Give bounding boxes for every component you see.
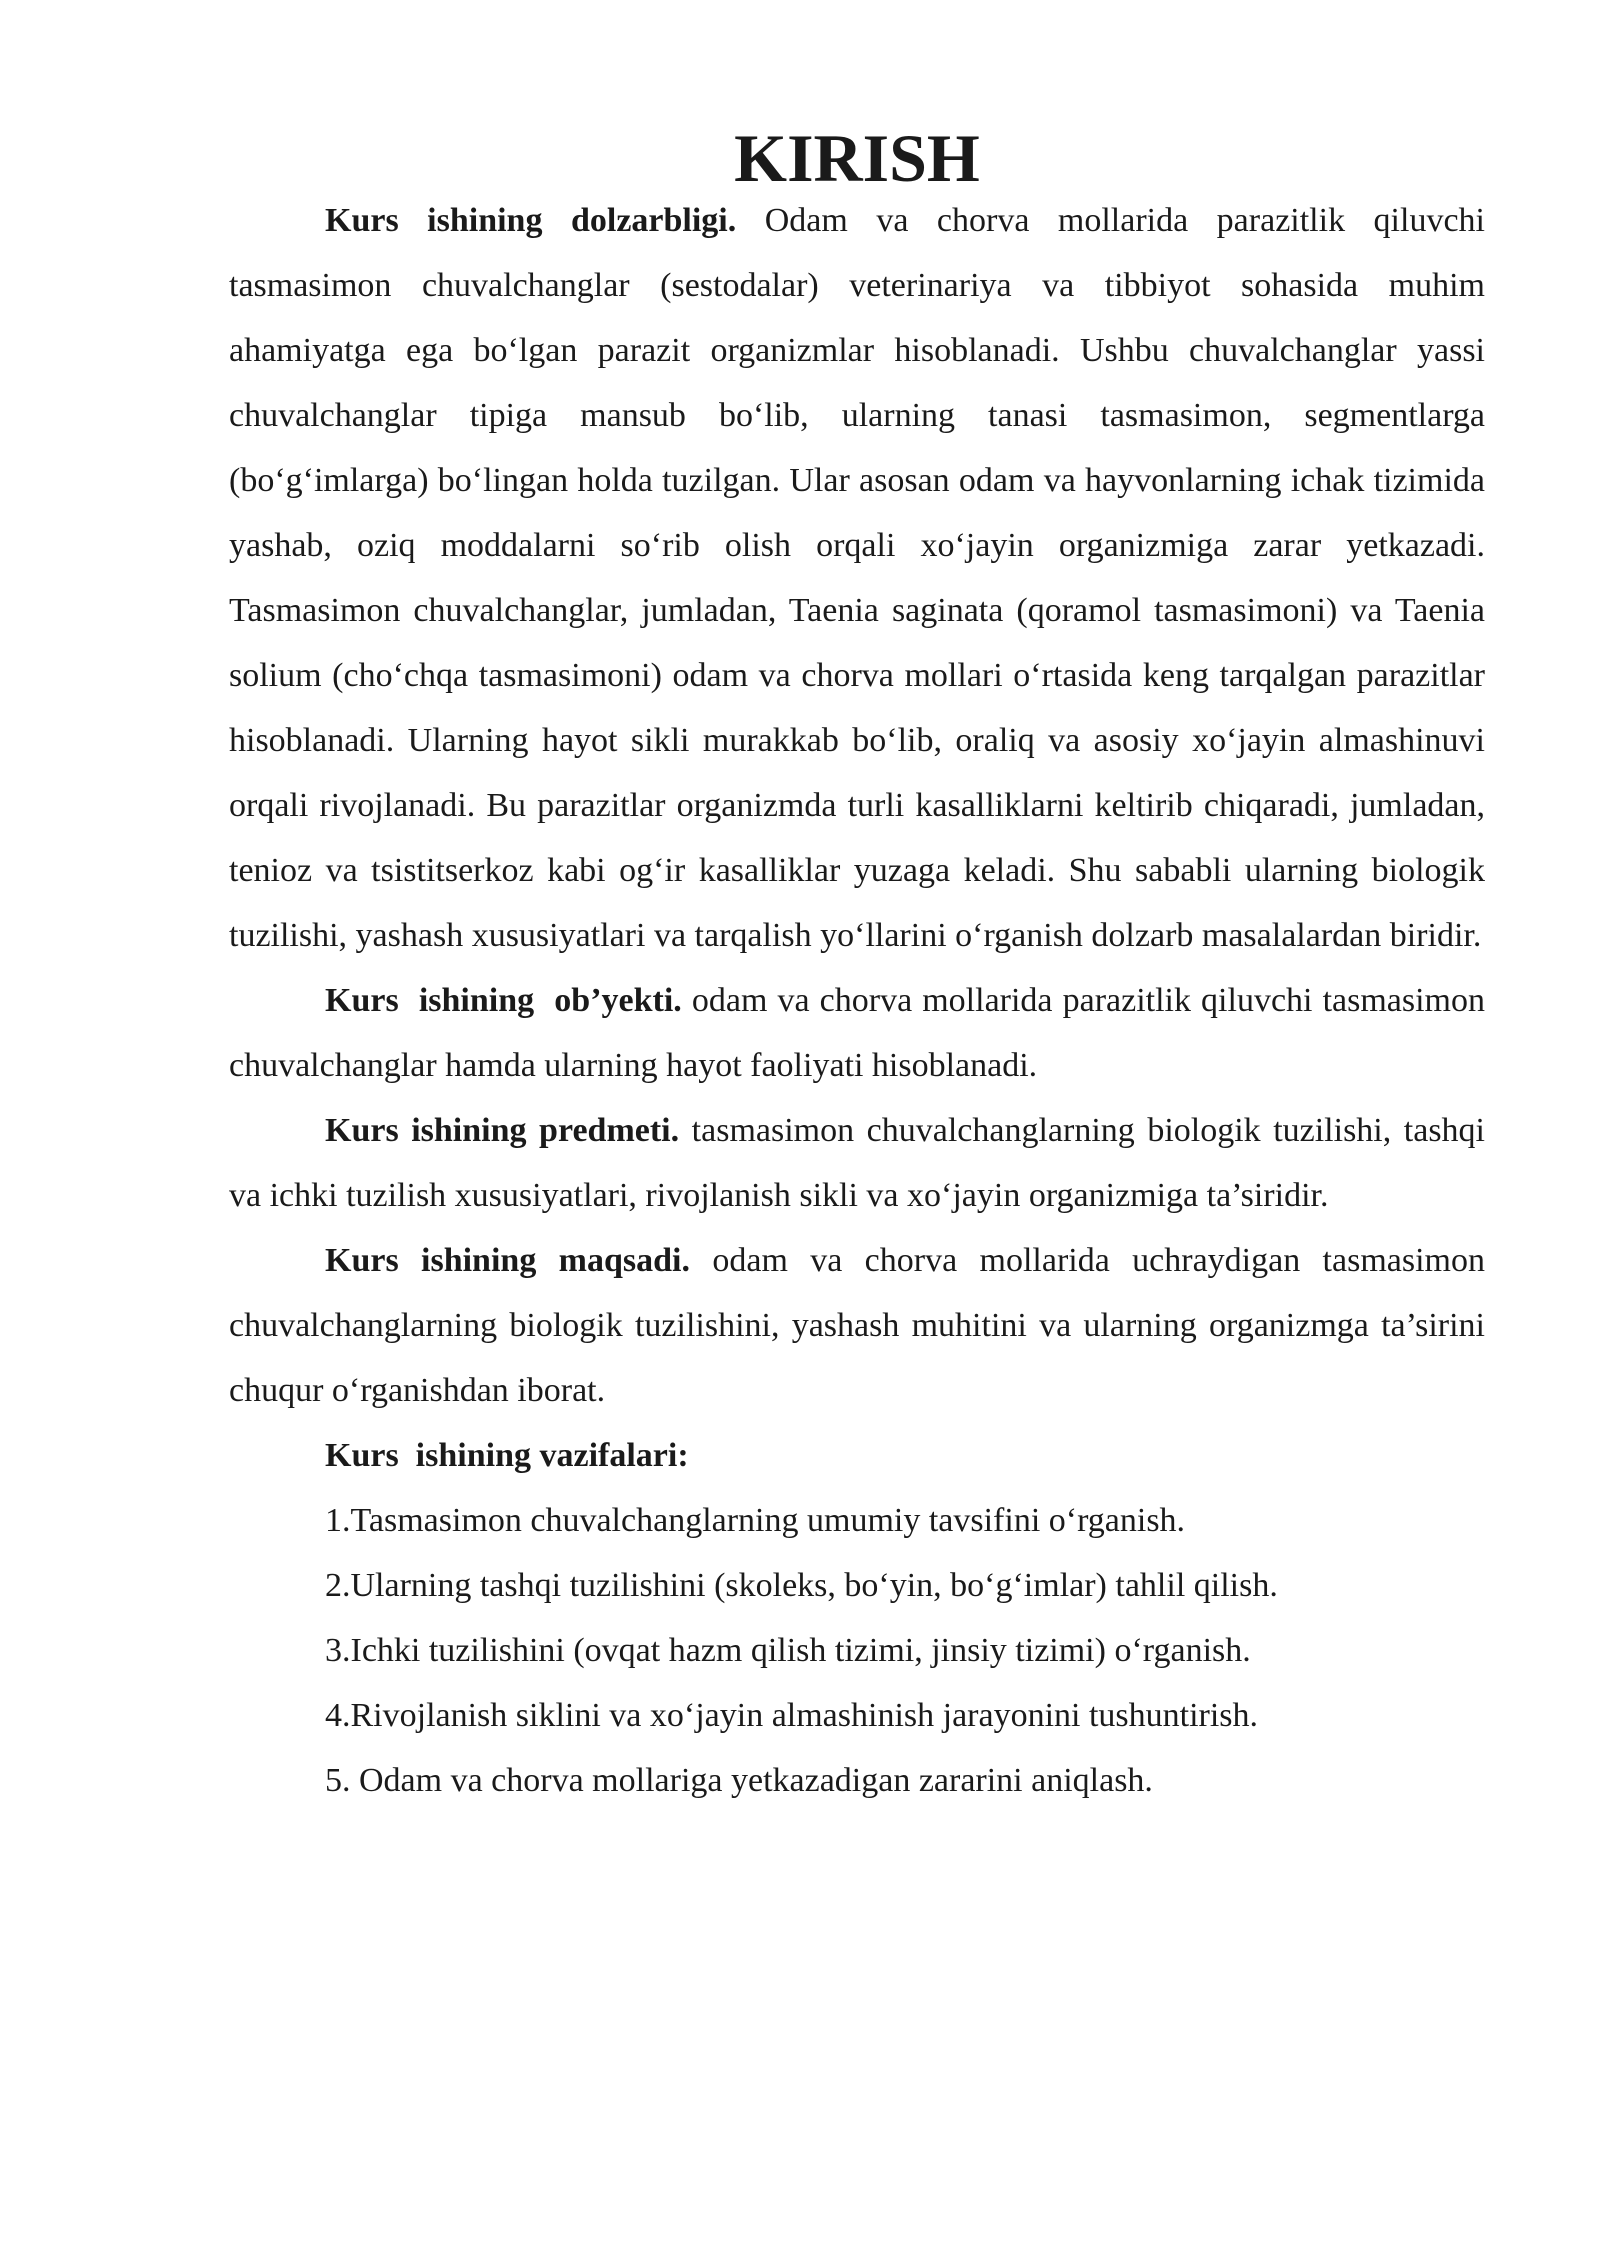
- section-goal: [229, 1228, 1485, 1423]
- page-title: KIRISH: [734, 120, 980, 196]
- section-heading: Kurs ishining maqsadi.: [325, 1242, 690, 1279]
- section-relevance: [229, 188, 1485, 968]
- list-item: 2.Ularning tashqi tuzilishini (skoleks, bo‘yin, bo‘g‘imlar) tahlil qilish.: [325, 1567, 1278, 1604]
- section-object: [229, 968, 1485, 1098]
- list-item: 3.Ichki tuzilishini (ovqat hazm qilish tizimi, jinsiy tizimi) o‘rganish.: [325, 1632, 1251, 1669]
- list-item: 5. Odam va chorva mollariga yetkazadigan zararini aniqlash.: [325, 1762, 1153, 1799]
- section-text: odam va chorva mollarida uchraydigan tasmasimon chuvalchanglarning biologik tuzilishini, yashash muhitini va ularning organizmga ta’sirini chuqur o‘rganishdan iborat.: [229, 1242, 1485, 1409]
- section-text: odam va chorva mollarida parazitlik qiluvchi tasmasimon chuvalchanglar hamda ularning hayot faoliyati hisoblanadi.: [229, 982, 1485, 1084]
- section-text: tasmasimon chuvalchanglarning biologik tuzilishi, tashqi va ichki tuzilish xususiyatlari, rivojlanish sikli va xo‘jayin organizmiga ta’siridir.: [229, 1112, 1486, 1214]
- list-item: 4.Rivojlanish siklini va xo‘jayin almashinish jarayonini tushuntirish.: [325, 1697, 1259, 1734]
- document-page: [229, 120, 1486, 1813]
- tasks-heading: Kurs ishining vazifalari:: [325, 1437, 689, 1474]
- section-heading: Kurs ishining ob’yekti.: [325, 982, 682, 1019]
- section-subject: [229, 1098, 1485, 1228]
- task-list: [229, 1488, 1485, 1813]
- section-heading: Kurs ishining predmeti.: [325, 1112, 680, 1149]
- list-item: 1.Tasmasimon chuvalchanglarning umumiy tavsifini o‘rganish.: [325, 1502, 1186, 1539]
- section-heading: Kurs ishining dolzarbligi.: [325, 202, 737, 239]
- section-text: Odam va chorva mollarida parazitlik qiluvchi tasmasimon chuvalchanglar (sestodalar) veterinariya va tibbiyot sohasida muhim ahamiyatga ega bo‘lgan parazit organizmlar hisoblanadi. Ushbu chuvalchanglar yassi chuvalchanglar tipiga mansub bo‘lib, ularning tanasi tasmasimon, segmentlarga (bo‘g‘imlarga) bo‘lingan holda tuzilgan. Ular asosan odam va hayvonlarning ichak tizimida yashab, oziq moddalarni so‘rib olish orqali xo‘jayin organizmiga zarar yetkazadi. Tasmasimon chuvalchanglar, jumladan, Taenia saginata (qoramol tasmasimoni) va Taenia solium (cho‘chqa tasmasimoni) odam va chorva mollari o‘rtasida keng tarqalgan parazitlar hisoblanadi. Ularning hayot sikli murakkab bo‘lib, oraliq va asosiy xo‘jayin almashinuvi orqali rivojlanadi. Bu parazitlar organizmda turli kasalliklarni keltirib chiqaradi, jumladan, tenioz va tsistitserkoz kabi og‘ir kasalliklar yuzaga keladi. Shu sababli ularning biologik tuzilishi, yashash xususiyatlari va tarqalish yo‘llarini o‘rganish dolzarb masalalardan biridir.: [229, 202, 1485, 954]
